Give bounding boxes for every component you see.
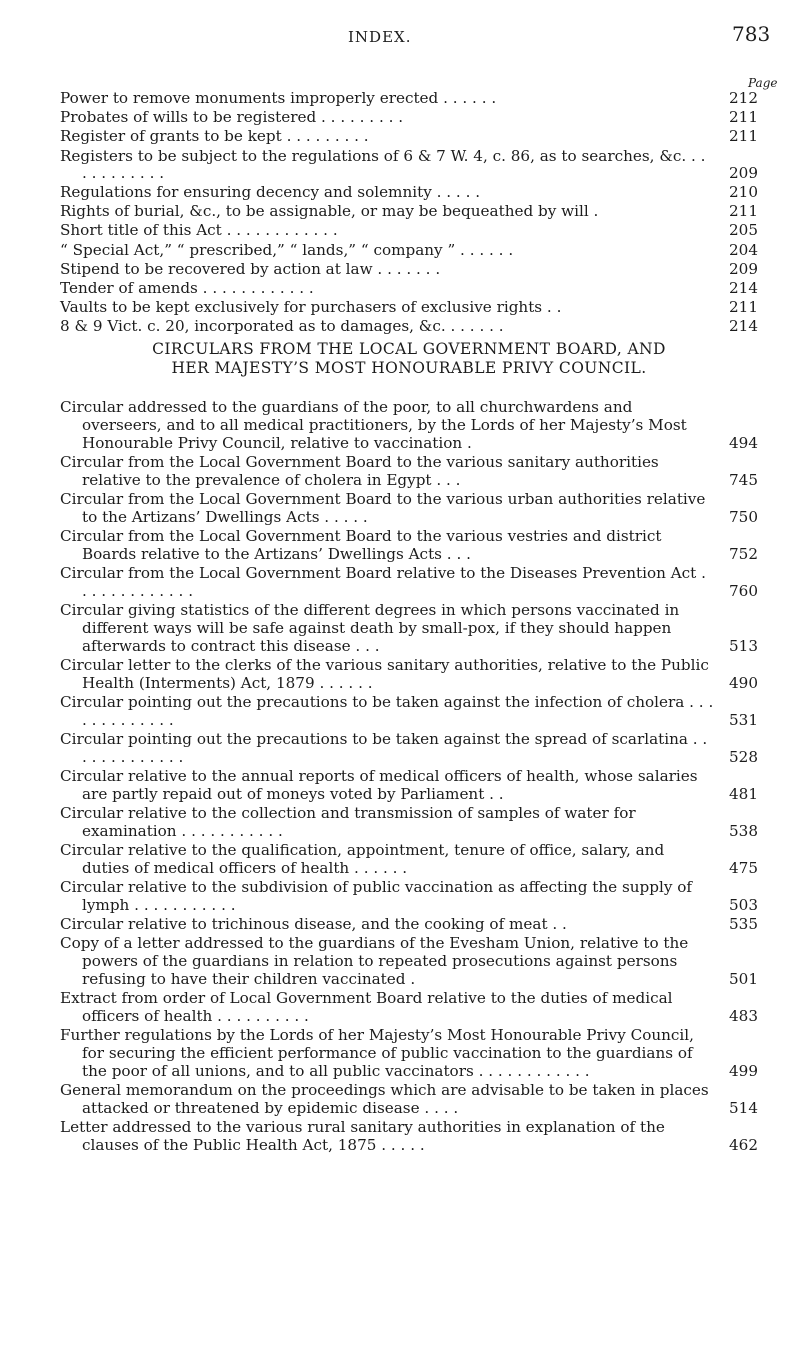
entry-text: Tender of amends . . . . . . . . . . . . <box>60 279 314 298</box>
index-entry <box>60 767 758 803</box>
index-entry <box>60 601 758 655</box>
index-entry <box>60 1118 758 1154</box>
entry-text: Short title of this Act . . . . . . . . . . . . <box>60 221 338 240</box>
entry-text: Circular from the Local Government Board to the various vestries and district Boards relative to the Artizans’ Dwellings Acts . . . <box>60 527 662 563</box>
index-entry <box>60 527 758 563</box>
entry-text: Circular giving statistics of the different degrees in which persons vaccinated in different ways will be safe against death by small-pox, if they should happen afterwards to contract this disease . . . <box>60 601 680 655</box>
entry-page-ref: 481 <box>729 785 758 803</box>
index-entry <box>60 730 758 766</box>
entry-text: Circular from the Local Government Board to the various sanitary authorities relative to the prevalence of cholera in Egypt . . . <box>60 453 659 489</box>
index-entry <box>60 280 758 297</box>
index-entry <box>60 693 758 729</box>
index-entries-burial <box>60 90 758 338</box>
entry-page-ref: 462 <box>729 1136 758 1154</box>
entry-page-ref: 513 <box>729 637 758 655</box>
index-entry <box>60 299 758 316</box>
entry-page-ref: 490 <box>729 674 758 692</box>
entry-text: Circular letter to the clerks of the various sanitary authorities, relative to the Public Health (Interments) Act, 1879 . . . . . . <box>60 656 709 692</box>
entry-text: Regulations for ensuring decency and solemnity . . . . . <box>60 183 481 202</box>
entry-text: Copy of a letter addressed to the guardians of the Evesham Union, relative to the powers of the guardians in relation to repeated prosecutions against persons refusing to have their children vaccinated . <box>60 934 689 988</box>
entry-page-ref: 211 <box>729 202 758 221</box>
index-entry <box>60 656 758 692</box>
entry-page-ref: 750 <box>729 508 758 526</box>
entry-text: Probates of wills to be registered . . . . . . . . . <box>60 108 404 127</box>
entry-text: 8 & 9 Vict. c. 20, incorporated as to damages, &c. . . . . . . <box>60 317 504 336</box>
entry-page-ref: 531 <box>729 711 758 729</box>
entry-text: Register of grants to be kept . . . . . . . . . <box>60 127 369 146</box>
entry-page-ref: 501 <box>729 970 758 988</box>
entry-text: Circular relative to the qualification, appointment, tenure of office, salary, and duties of medical officers of health . . . . . . <box>60 841 665 877</box>
index-entry <box>60 90 758 107</box>
entry-text: Extract from order of Local Government Board relative to the duties of medical officers of health . . . . . . . . . . <box>60 989 673 1025</box>
index-entry <box>60 203 758 220</box>
entry-text: Circular relative to trichinous disease, and the cooking of meat . . <box>60 915 567 933</box>
entry-text: Circular pointing out the precautions to be taken against the infection of cholera . . . . . . . . . . . . . <box>60 693 714 729</box>
entry-page-ref: 503 <box>729 896 758 914</box>
index-entry <box>60 934 758 988</box>
index-entry <box>60 804 758 840</box>
section-heading-line-2: HER MAJESTY’S MOST HONOURABLE PRIVY COUNCIL. <box>171 359 647 377</box>
entry-text: Stipend to be recovered by action at law . . . . . . . <box>60 259 441 278</box>
entry-page-ref: 535 <box>729 915 758 933</box>
entry-page-ref: 528 <box>729 748 758 766</box>
section-heading-line-1: CIRCULARS FROM THE LOCAL GOVERNMENT BOARD, AND <box>152 340 666 358</box>
entry-page-ref: 475 <box>729 859 758 877</box>
entry-text: Circular relative to the subdivision of public vaccination as affecting the supply of lymph . . . . . . . . . . . <box>60 878 693 914</box>
entry-page-ref: 494 <box>729 434 758 452</box>
entry-page-ref: 210 <box>729 183 758 202</box>
entry-text: Circular from the Local Government Board relative to the Diseases Prevention Act . . . . . . . . . . . . . <box>60 564 706 600</box>
index-entries-circulars <box>60 398 758 1155</box>
entry-page-ref: 499 <box>729 1062 758 1080</box>
entry-text: Registers to be subject to the regulations of 6 & 7 W. 4, c. 86, as to searches, &c. . . . . . . . . . . . <box>60 146 706 182</box>
entry-page-ref: 214 <box>729 279 758 298</box>
entry-text: Further regulations by the Lords of her Majesty’s Most Honourable Privy Council, for securing the efficient performance of public vaccination to the guardians of the poor of all unions, and to all public vaccinators . . . . . . . . . . . . <box>60 1026 694 1080</box>
entry-text: General memorandum on the proceedings which are advisable to be taken in places attacked or threatened by epidemic disease . . . . <box>60 1081 709 1117</box>
index-entry <box>60 989 758 1025</box>
index-entry <box>60 915 758 933</box>
entry-page-ref: 212 <box>729 89 758 107</box>
section-heading <box>60 340 758 378</box>
running-title: INDEX. <box>348 28 412 46</box>
index-entry <box>60 1026 758 1080</box>
entry-text: Power to remove monuments improperly erected . . . . . . <box>60 89 497 107</box>
index-entry <box>60 109 758 126</box>
entry-page-ref: 209 <box>729 163 758 182</box>
entry-page-ref: 211 <box>729 127 758 146</box>
entry-page-ref: 752 <box>729 545 758 563</box>
entry-page-ref: 514 <box>729 1099 758 1117</box>
entry-page-ref: 483 <box>729 1007 758 1025</box>
entry-text: Circular from the Local Government Board to the various urban authorities relative to the Artizans’ Dwellings Acts . . . . . <box>60 490 706 526</box>
page-column-label: Page <box>748 76 778 90</box>
entry-text: Letter addressed to the various rural sanitary authorities in explanation of the clauses of the Public Health Act, 1875 . . . . . <box>60 1118 665 1154</box>
entry-page-ref: 211 <box>729 108 758 127</box>
entry-text: Circular relative to the annual reports of medical officers of health, whose salaries are partly repaid out of moneys voted by Parliament . . <box>60 767 698 803</box>
index-entry <box>60 453 758 489</box>
entry-text: Circular relative to the collection and transmission of samples of water for examination . . . . . . . . . . . <box>60 804 636 840</box>
entry-page-ref: 204 <box>729 240 758 259</box>
index-entry <box>60 128 758 145</box>
index-entry <box>60 184 758 201</box>
page-number: 783 <box>732 22 771 46</box>
entry-text: Rights of burial, &c., to be assignable, or may be bequeathed by will . <box>60 202 599 221</box>
running-head <box>0 22 801 46</box>
index-entry <box>60 261 758 278</box>
index-entry <box>60 1081 758 1117</box>
entry-text: “ Special Act,” “ prescribed,” “ lands,” “ company ” . . . . . . <box>60 240 514 259</box>
index-entry <box>60 222 758 239</box>
index-entry <box>60 878 758 914</box>
entry-page-ref: 211 <box>729 298 758 317</box>
entry-text: Circular pointing out the precautions to be taken against the spread of scarlatina . . . . . . . . . . . . . <box>60 730 708 766</box>
entry-page-ref: 205 <box>729 221 758 240</box>
index-entry <box>60 841 758 877</box>
entry-text: Circular addressed to the guardians of the poor, to all churchwardens and overseers, and to all medical practitioners, by the Lords of her Majesty’s Most Honourable Privy Council, relative to vaccination . <box>60 398 687 452</box>
index-entry <box>60 398 758 452</box>
index-entry <box>60 148 758 182</box>
index-entry <box>60 242 758 259</box>
index-entry <box>60 564 758 600</box>
index-entry <box>60 490 758 526</box>
index-entry <box>60 318 758 335</box>
entry-page-ref: 745 <box>729 471 758 489</box>
entry-page-ref: 214 <box>729 317 758 336</box>
entry-text: Vaults to be kept exclusively for purchasers of exclusive rights . . <box>60 298 562 317</box>
entry-page-ref: 760 <box>729 582 758 600</box>
entry-page-ref: 538 <box>729 822 758 840</box>
entry-page-ref: 209 <box>729 259 758 278</box>
